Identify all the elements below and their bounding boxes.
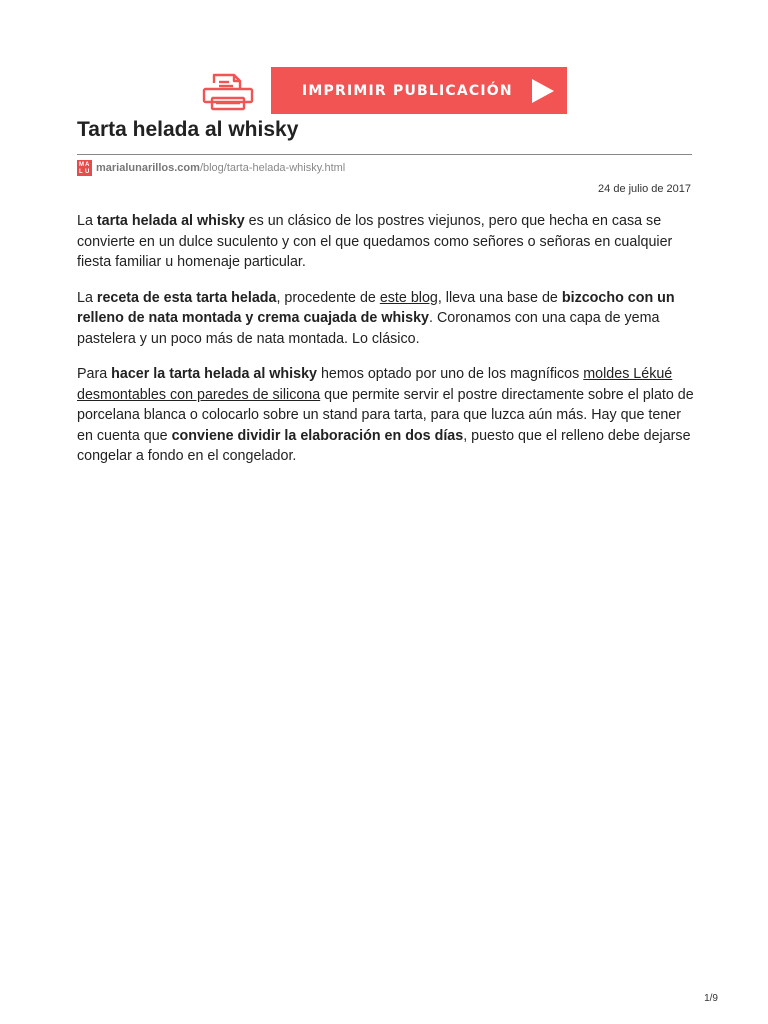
play-icon bbox=[531, 67, 567, 114]
print-bar bbox=[200, 67, 567, 114]
paragraph-1 bbox=[77, 211, 694, 273]
bold-text: hacer la tarta helada al whisky bbox=[111, 366, 317, 382]
site-logo-icon: M A L U bbox=[77, 160, 92, 176]
blog-link[interactable]: este blog bbox=[379, 289, 438, 306]
article-title: Tarta helada al whisky bbox=[77, 118, 299, 141]
page-number: 1/9 bbox=[704, 993, 718, 1004]
bold-text: conviene dividir la elaboración en dos días bbox=[171, 427, 464, 444]
text: que permite servir el postre directamente sobre el plato de porcelana blanca o colocarlo sobre un stand para tarta, para que luzca aún más. Hay que tener en cuenta que bbox=[77, 386, 694, 444]
text: . Coronamos con una capa de yema pastelera y un poco más de nata montada. Lo clásico. bbox=[77, 310, 660, 347]
print-post-button[interactable] bbox=[271, 67, 567, 114]
text: , procedente de bbox=[276, 289, 380, 306]
paragraph-2 bbox=[77, 288, 694, 350]
molds-link[interactable]: moldes Lékué desmontables con paredes de silicona bbox=[77, 366, 673, 403]
bold-text: tarta helada al whisky bbox=[96, 213, 245, 229]
bold-text: receta de esta tarta helada bbox=[96, 289, 277, 306]
text: Para bbox=[77, 366, 112, 382]
source-path[interactable]: /blog/tarta-helada-whisky.html bbox=[199, 162, 346, 174]
text: , puesto que el relleno debe dejarse congelar a fondo en el congelador. bbox=[77, 427, 691, 464]
print-post-label: IMPRIMIR PUBLICACIÓN bbox=[302, 82, 513, 99]
source-domain[interactable]: marialunarillos.com bbox=[96, 162, 200, 174]
source-line bbox=[77, 160, 345, 176]
text: La bbox=[77, 289, 97, 306]
text: hemos optado por uno de los magníficos bbox=[317, 366, 584, 382]
publish-date: 24 de julio de 2017 bbox=[598, 183, 691, 195]
text: , lleva una base de bbox=[437, 289, 562, 306]
printer-icon[interactable] bbox=[200, 73, 256, 111]
bold-text: bizcocho con un relleno de nata montada y crema cuajada de whisky bbox=[77, 289, 675, 326]
text: La bbox=[77, 213, 97, 229]
paragraph-3 bbox=[77, 364, 694, 467]
title-divider bbox=[77, 154, 692, 155]
text: es un clásico de los postres viejunos, pero que hecha en casa se convierte en un dulce suculento y con el que quedamos como señores o señoras en cualquier fiesta familiar u homenaje particular. bbox=[77, 213, 673, 270]
article-body bbox=[77, 211, 694, 482]
